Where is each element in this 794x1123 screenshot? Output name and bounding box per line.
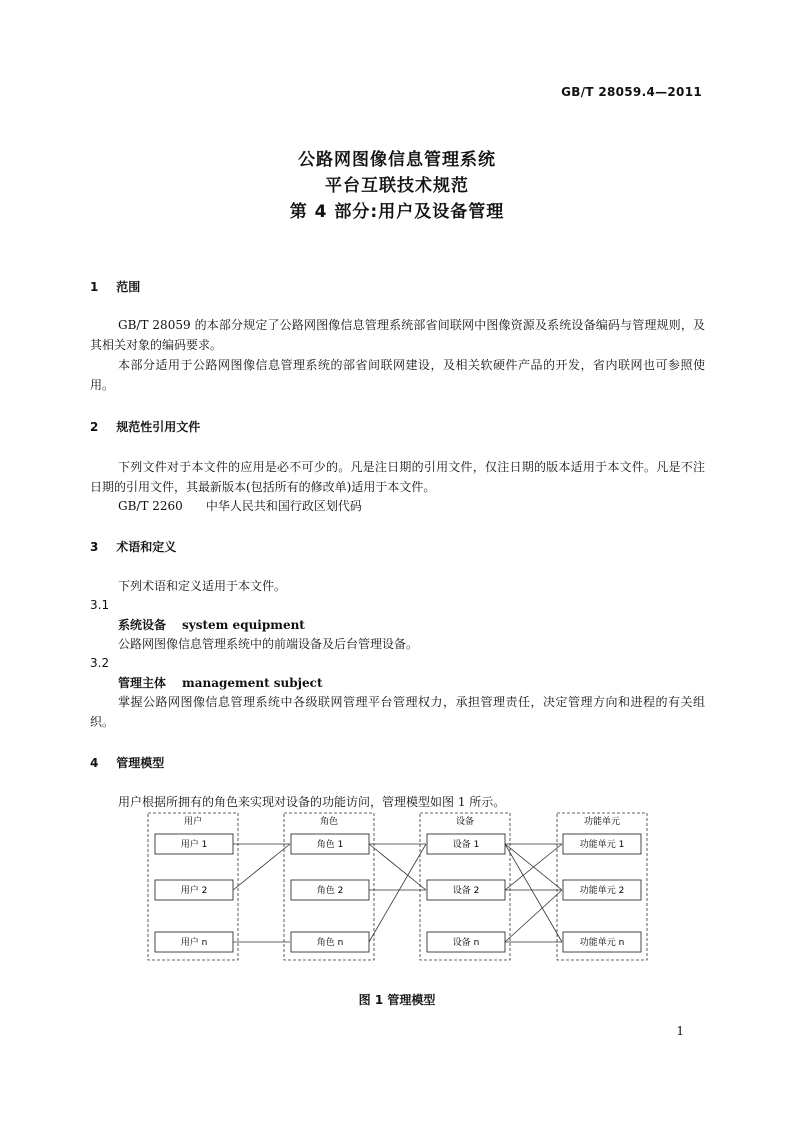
user-group-title: 用户 [183, 817, 203, 827]
section-4-paragraph-1: 用户根据所拥有的角色来实现对设备的功能访问，管理模型如图 1 所示。 [118, 795, 506, 809]
document-title [0, 147, 794, 225]
section-2-paragraph-1: 下列文件对于本文件的应用是必不可少的。凡是注日期的引用文件，仅注日期的版本适用于本文件。凡是不注日期的引用文件，其最新版本(包括所有的修改单)适用于本文件。 [90, 460, 705, 494]
term-3-2-number: 3.2 [90, 656, 110, 670]
function-n-label: 功能单元 n [579, 938, 625, 948]
term-en: system equipment [182, 618, 305, 632]
section-number: 2 [90, 420, 99, 434]
page-number: 1 [676, 1024, 684, 1038]
section-2-heading [90, 418, 200, 435]
section-title: 规范性引用文件 [116, 420, 201, 434]
role-n-label: 角色 n [316, 938, 344, 948]
function-group-title: 功能单元 [583, 817, 621, 827]
connector-lines [233, 844, 562, 942]
section-3-heading [90, 538, 176, 555]
term-3-2-definition: 掌握公路网图像信息管理系统中各级联网管理平台管理权力，承担管理责任，决定管理方向和进程的有关组织。 [90, 695, 705, 729]
term-3-2 [118, 674, 323, 691]
title-line-1: 公路网图像信息管理系统 [298, 150, 496, 170]
device-2-label: 设备 2 [452, 886, 480, 896]
title-line-2: 平台互联技术规范 [325, 176, 469, 196]
term-zh: 系统设备 [118, 618, 167, 632]
management-model-diagram [140, 810, 660, 965]
standard-number: GB/T 28059.4—2011 [561, 85, 702, 99]
figure-caption: 图 1 管理模型 [358, 993, 436, 1007]
section-title: 术语和定义 [116, 540, 177, 554]
term-en: management subject [182, 676, 323, 690]
function-1-label: 功能单元 1 [579, 840, 625, 850]
device-1-label: 设备 1 [452, 840, 480, 850]
title-line-3: 第 4 部分:用户及设备管理 [289, 202, 505, 222]
term-zh: 管理主体 [118, 676, 167, 690]
section-number: 3 [90, 540, 99, 554]
section-1-heading [90, 278, 140, 295]
term-3-1-definition: 公路网图像信息管理系统中的前端设备及后台管理设备。 [118, 637, 419, 651]
term-3-1-number: 3.1 [90, 598, 110, 612]
reference-title: 中华人民共和国行政区划代码 [205, 499, 362, 513]
user-n-label: 用户 n [180, 938, 208, 948]
role-2-label: 角色 2 [316, 886, 344, 896]
role-group-title: 角色 [319, 817, 339, 827]
section-number: 4 [90, 756, 99, 770]
section-4-heading [90, 754, 164, 771]
term-3-1 [118, 616, 305, 633]
section-1-paragraph-1: GB/T 28059 的本部分规定了公路网图像信息管理系统部省间联网中图像资源及系统设备编码与管理规则，及其相关对象的编码要求。 [90, 318, 705, 352]
user-2-label: 用户 2 [180, 886, 208, 896]
role-1-label: 角色 1 [316, 840, 344, 850]
reference-code: GB/T 2260 [118, 499, 183, 513]
device-n-label: 设备 n [452, 938, 480, 948]
section-title: 范围 [116, 280, 141, 294]
section-title: 管理模型 [116, 756, 165, 770]
section-number: 1 [90, 280, 99, 294]
device-group-title: 设备 [455, 817, 475, 827]
normative-reference [118, 497, 362, 514]
section-1-paragraph-2: 本部分适用于公路网图像信息管理系统的部省间联网建设，及相关软硬件产品的开发，省内联网也可参照使用。 [90, 358, 705, 392]
function-2-label: 功能单元 2 [579, 886, 625, 896]
user-1-label: 用户 1 [180, 840, 208, 850]
section-3-paragraph-1: 下列术语和定义适用于本文件。 [118, 579, 287, 593]
